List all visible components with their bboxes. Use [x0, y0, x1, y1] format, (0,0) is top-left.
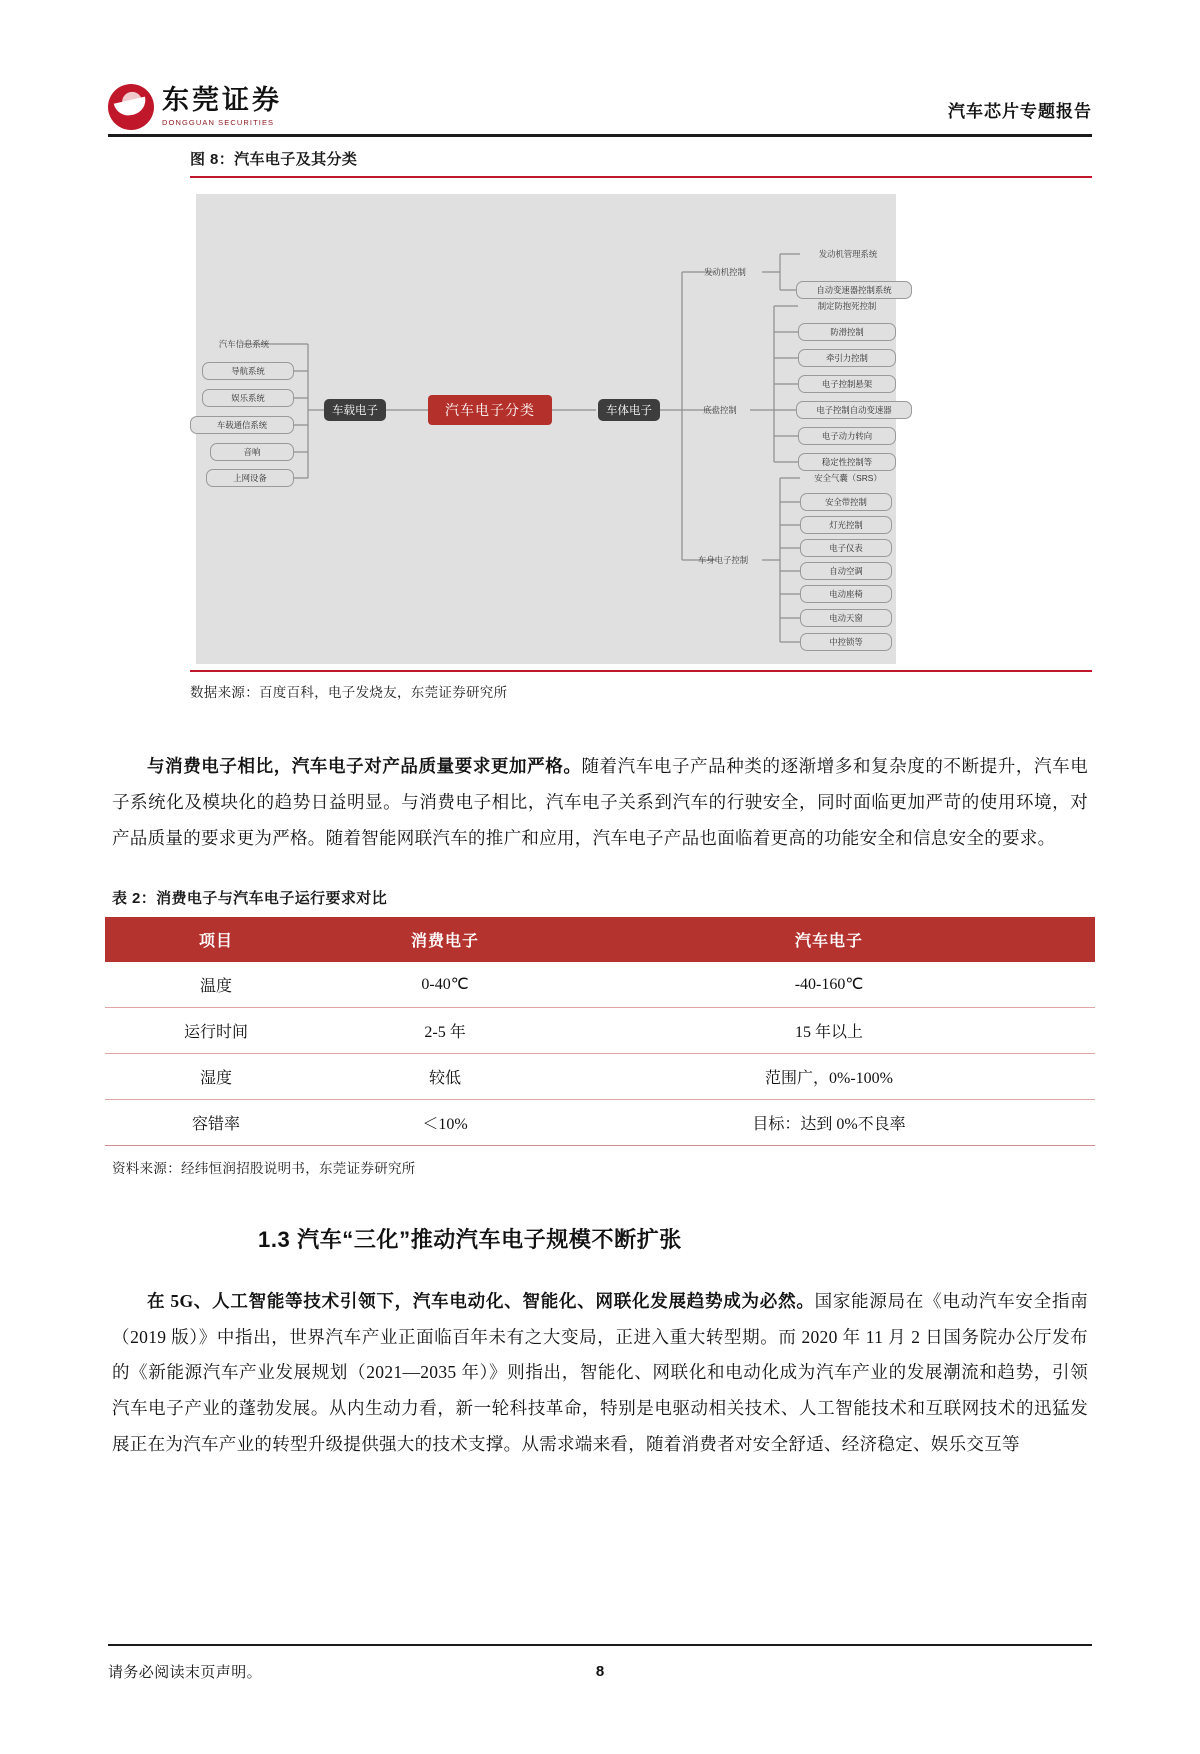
- mindmap-group-engine-control: 发动机控制: [704, 266, 746, 277]
- paragraph-quality-requirements: [112, 749, 1088, 857]
- dongguan-securities-logo-icon: [108, 84, 154, 130]
- mindmap-leaf-left-1: 导航系统: [202, 362, 294, 380]
- table-cell-automotive: 15 年以上: [563, 1007, 1095, 1053]
- table-cell-automotive: -40-160℃: [563, 962, 1095, 1008]
- mindmap-leaf-body-2: 灯光控制: [800, 516, 892, 534]
- table-col-automotive: 汽车电子: [563, 917, 1095, 962]
- comparison-table: [105, 917, 1095, 1146]
- mindmap-leaf-body-3: 电子仪表: [800, 539, 892, 557]
- mindmap-leaf-body-6: 电动天窗: [800, 609, 892, 627]
- table-cell-consumer: 较低: [327, 1053, 563, 1099]
- automotive-electronics-mindmap: [196, 194, 896, 664]
- table-row: [105, 1007, 1095, 1053]
- table-cell-item: 运行时间: [105, 1007, 327, 1053]
- mindmap-leaf-chassis-0: 制定防抱死控制: [817, 300, 877, 311]
- mindmap-leaf-left-4: 音响: [210, 443, 294, 461]
- paragraph-1-lead: 与消费电子相比，汽车电子对产品质量要求更加严格。: [147, 756, 582, 776]
- paragraph-trends: [112, 1284, 1088, 1463]
- mindmap-leaf-body-4: 自动空调: [800, 562, 892, 580]
- figure-source-rule: [190, 670, 1092, 672]
- mindmap-leaf-body-5: 电动座椅: [800, 585, 892, 603]
- brand-logo: [108, 84, 282, 134]
- table-cell-consumer: 0-40℃: [327, 962, 563, 1008]
- mindmap-leaf-left-0: 汽车信息系统: [218, 338, 270, 349]
- mindmap-leaf-chassis-2: 牵引力控制: [798, 349, 896, 367]
- paragraph-2-lead: 在 5G、人工智能等技术引领下，汽车电动化、智能化、网联化发展趋势成为必然。: [147, 1290, 815, 1311]
- mindmap-leaf-left-5: 上网设备: [206, 469, 294, 487]
- figure-caption-rule: [190, 176, 1092, 178]
- table-source: 资料来源：经纬恒润招股说明书，东莞证券研究所: [112, 1160, 416, 1176]
- mindmap-leaf-chassis-6: 稳定性控制等: [798, 453, 896, 471]
- footer-divider: [108, 1644, 1092, 1646]
- page-footer: [108, 1661, 1092, 1682]
- report-title: 汽车芯片专题报告: [948, 102, 1092, 121]
- brand-name-en: DONGGUAN SECURITIES: [162, 118, 275, 128]
- figure-source: 数据来源：百度百科，电子发烧友，东莞证券研究所: [190, 685, 508, 700]
- table-row: [105, 1053, 1095, 1099]
- mindmap-leaf-body-1: 安全带控制: [800, 493, 892, 511]
- table-cell-item: 湿度: [105, 1053, 327, 1099]
- mindmap-leaf-engine-1: 自动变速器控制系统: [796, 281, 912, 299]
- figure-area: [0, 194, 1200, 664]
- header-divider: [108, 134, 1092, 137]
- mindmap-leaf-chassis-5: 电子动力转向: [798, 427, 896, 445]
- brand-text: [162, 87, 282, 127]
- mindmap-center-node: 汽车电子分类: [428, 395, 552, 425]
- page-number: 8: [595, 1663, 605, 1680]
- footer-disclaimer: 请务必阅读末页声明。: [108, 1664, 263, 1681]
- mindmap-leaf-left-2: 娱乐系统: [202, 389, 294, 407]
- paragraph-2-body: 国家能源局在《电动汽车安全指南（2019 版）》中指出，世界汽车产业正面临百年未有之大变局，正进入重大转型期。而 2020 年 11 月 2 日国务院办公厅发布的《新能源汽车产业发展规划（2021—2035 年）》则指出，智能化、网联化和电动化成为汽车产业的发展潮流和趋势，引领汽车电子产业的蓬勃发展。从内生动力看，新一轮科技革命，特别是电驱动相关技术、人工智能技术和互联网技术的迅猛发展正在为汽车产业的转型升级提供强大的技术支撑。从需求端来看，随着消费者对安全舒适、经济稳定、娱乐交互等: [112, 1290, 1089, 1455]
- mindmap-leaf-body-7: 中控锁等: [800, 633, 892, 651]
- mindmap-leaf-engine-0: 发动机管理系统: [818, 248, 878, 259]
- table-cell-item: 容错率: [105, 1099, 327, 1145]
- page-header: [108, 56, 1092, 134]
- table-row: [105, 962, 1095, 1008]
- section-heading-1-3: 1.3 汽车“三化”推动汽车电子规模不断扩张: [258, 1226, 682, 1252]
- mindmap-branch-vehicle-mounted: 车载电子: [324, 399, 386, 421]
- table-col-item: 项目: [105, 917, 327, 962]
- table-col-consumer: 消费电子: [327, 917, 563, 962]
- table-row: [105, 1099, 1095, 1145]
- report-page: [0, 56, 1200, 1754]
- mindmap-group-body-control: 车身电子控制: [697, 554, 749, 565]
- figure-caption: 图 8：汽车电子及其分类: [190, 151, 358, 168]
- mindmap-connectors: [196, 194, 896, 664]
- mindmap-leaf-chassis-4: 电子控制自动变速器: [796, 401, 912, 419]
- mindmap-group-chassis-control: 底盘控制: [703, 404, 737, 415]
- table-cell-item: 温度: [105, 962, 327, 1008]
- table-cell-automotive: 目标：达到 0%不良率: [563, 1099, 1095, 1145]
- table-header-row: [105, 917, 1095, 962]
- mindmap-branch-body-electronics: 车体电子: [598, 399, 660, 421]
- mindmap-leaf-chassis-1: 防滑控制: [798, 323, 896, 341]
- table-caption: 表 2：消费电子与汽车电子运行要求对比: [112, 889, 388, 907]
- table-cell-automotive: 范围广，0%-100%: [563, 1053, 1095, 1099]
- brand-name-cn: 东莞证券: [162, 85, 282, 116]
- paragraph-1-body: 随着汽车电子产品种类的逐渐增多和复杂度的不断提升，汽车电子系统化及模块化的趋势日益明显。与消费电子相比，汽车电子关系到汽车的行驶安全，同时面临更加严苛的使用环境，对产品质量的要求更为严格。随着智能网联汽车的推广和应用，汽车电子产品也面临着更高的功能安全和信息安全的要求。: [112, 756, 1088, 848]
- mindmap-leaf-left-3: 车载通信系统: [190, 416, 294, 434]
- table-cell-consumer: 2-5 年: [327, 1007, 563, 1053]
- mindmap-leaf-chassis-3: 电子控制悬架: [798, 375, 896, 393]
- mindmap-leaf-body-0: 安全气囊（SRS）: [814, 472, 882, 483]
- table-cell-consumer: ＜10%: [327, 1099, 563, 1145]
